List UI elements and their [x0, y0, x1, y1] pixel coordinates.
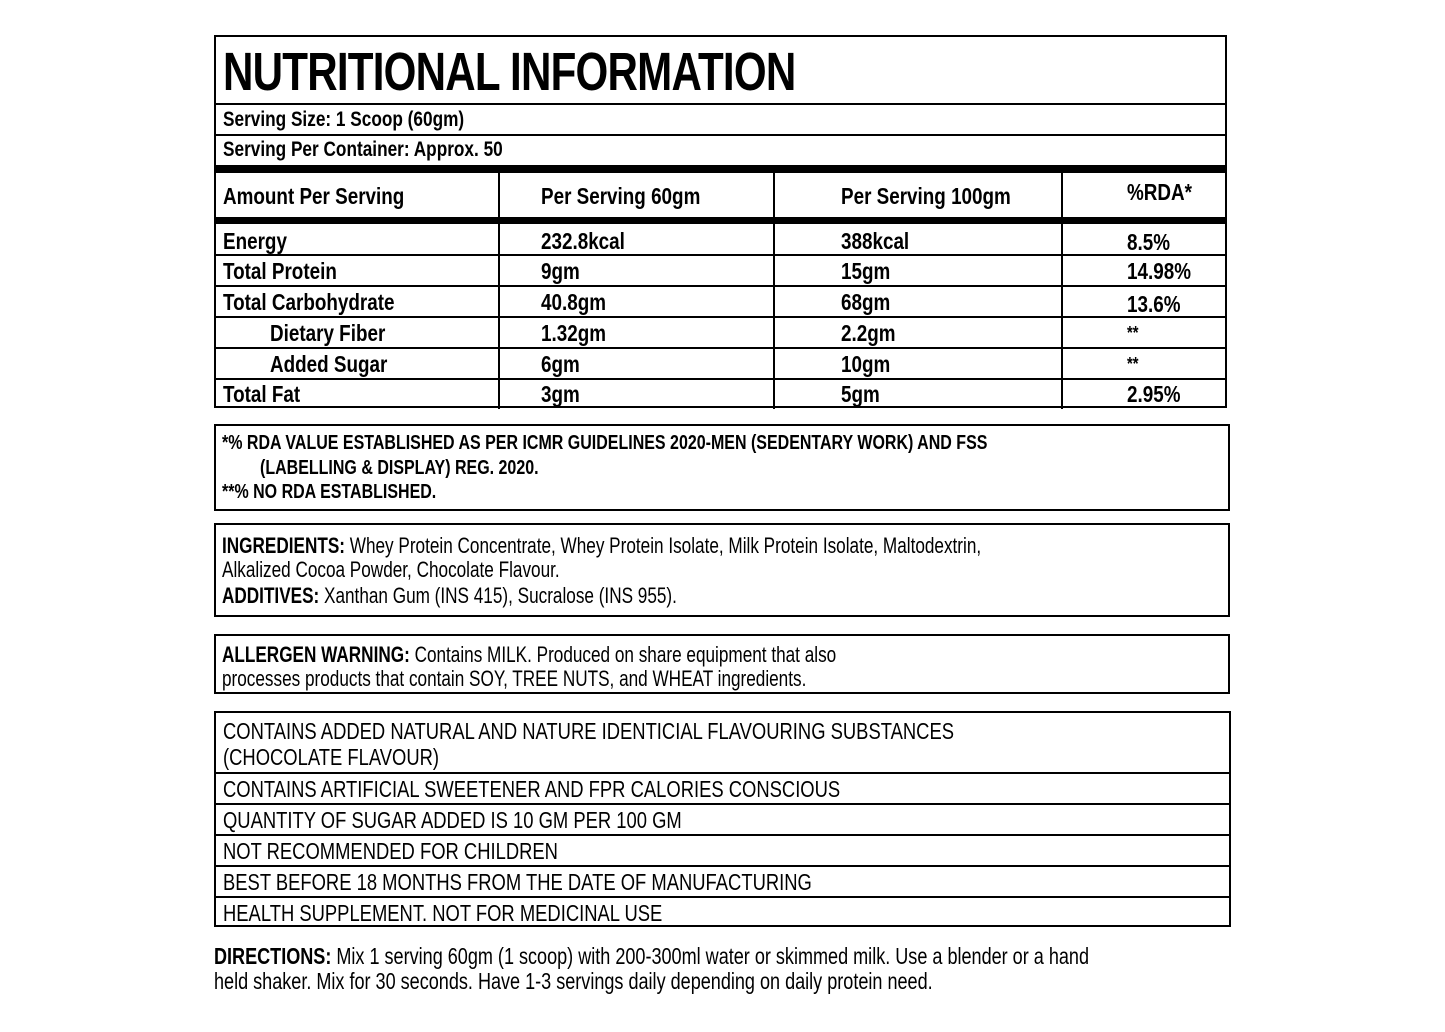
directions-label: DIRECTIONS:	[214, 943, 332, 969]
row-sugar-rda: **	[1127, 354, 1139, 374]
nutrition-table	[214, 35, 1227, 408]
ingredients-line1	[222, 533, 981, 559]
statement-health: HEALTH SUPPLEMENT. NOT FOR MEDICINAL USE	[223, 900, 663, 926]
col-line-1	[498, 173, 500, 409]
row-protein-100: 15gm	[841, 258, 891, 284]
header-100gm: Per Serving 100gm	[841, 183, 1011, 209]
rda-note-box	[214, 424, 1230, 511]
statement-best-before: BEST BEFORE 18 MONTHS FROM THE DATE OF MANUFACTURING	[223, 869, 812, 895]
allergen-label: ALLERGEN WARNING:	[222, 642, 410, 667]
statements-box	[214, 711, 1231, 927]
serving-per-container: Serving Per Container: Approx. 50	[223, 138, 503, 161]
row-energy-label: Energy	[223, 228, 287, 254]
statement-sugar: QUANTITY OF SUGAR ADDED IS 10 GM PER 100 GM	[223, 807, 682, 833]
allergen-text: Contains MILK. Produced on share equipment that also	[409, 642, 837, 667]
directions-line2: held shaker. Mix for 30 seconds. Have 1-3 servings daily depending on daily protein need.	[214, 968, 933, 994]
header-amount: Amount Per Serving	[223, 183, 405, 209]
row-line	[216, 254, 1225, 256]
divider-thick	[216, 165, 1225, 173]
statement-divider	[216, 803, 1229, 805]
allergen-box	[214, 634, 1230, 694]
serving-size-row	[216, 105, 1225, 136]
row-sugar-100: 10gm	[841, 351, 891, 377]
additives-line	[222, 583, 677, 609]
row-line	[216, 316, 1225, 318]
title-row	[216, 37, 1225, 105]
rda-note-line1: *% RDA VALUE ESTABLISHED AS PER ICMR GUIDELINES 2020-MEN (SEDENTARY WORK) AND FSS	[222, 432, 988, 454]
additives-text: Xanthan Gum (INS 415), Sucralose (INS 955).	[319, 583, 677, 608]
serving-size: Serving Size: 1 Scoop (60gm)	[223, 108, 465, 131]
header-60gm: Per Serving 60gm	[541, 183, 701, 209]
ingredients-box	[214, 523, 1230, 617]
row-sugar-60: 6gm	[541, 351, 580, 377]
row-fat-100: 5gm	[841, 381, 880, 407]
row-fat-rda: 2.95%	[1127, 381, 1181, 407]
row-fiber-rda: **	[1127, 323, 1139, 343]
row-line	[216, 347, 1225, 349]
row-fiber-100: 2.2gm	[841, 320, 896, 346]
statement-children: NOT RECOMMENDED FOR CHILDREN	[223, 838, 558, 864]
row-carb-60: 40.8gm	[541, 289, 606, 315]
row-line	[216, 378, 1225, 380]
allergen-line2: processes products that contain SOY, TREE NUTS, and WHEAT ingredients.	[222, 666, 807, 691]
row-sugar-label: Added Sugar	[270, 351, 388, 377]
row-line	[216, 285, 1225, 287]
row-protein-60: 9gm	[541, 258, 580, 284]
row-fiber-label: Dietary Fiber	[270, 320, 386, 346]
ingredients-text: Whey Protein Concentrate, Whey Protein Isolate, Milk Protein Isolate, Maltodextrin,	[344, 533, 982, 558]
row-protein-label: Total Protein	[223, 258, 337, 284]
statement-divider	[216, 865, 1229, 867]
statement-sweetener: CONTAINS ARTIFICIAL SWEETENER AND FPR CALORIES CONSCIOUS	[223, 776, 841, 802]
additives-label: ADDITIVES:	[222, 583, 320, 608]
ingredients-label: INGREDIENTS:	[222, 533, 345, 558]
row-carb-100: 68gm	[841, 289, 891, 315]
serving-per-container-row	[216, 136, 1225, 167]
row-fat-60: 3gm	[541, 381, 580, 407]
table-header	[216, 175, 1225, 220]
statement-flavouring-2: (CHOCOLATE FLAVOUR)	[223, 744, 440, 770]
statement-divider	[216, 834, 1229, 836]
row-fiber-60: 1.32gm	[541, 320, 606, 346]
rda-note-line2: (LABELLING & DISPLAY) REG. 2020.	[260, 457, 539, 479]
ingredients-line2: Alkalized Cocoa Powder, Chocolate Flavour.	[222, 557, 560, 582]
col-line-3	[1061, 173, 1063, 409]
row-protein-rda: 14.98%	[1127, 258, 1191, 284]
statement-divider	[216, 896, 1229, 898]
row-energy-60: 232.8kcal	[541, 228, 625, 254]
row-carb-rda: 13.6%	[1127, 291, 1181, 317]
col-line-2	[773, 173, 775, 409]
directions-text: Mix 1 serving 60gm (1 scoop) with 200-300ml water or skimmed milk. Use a blender or a hand	[331, 943, 1089, 969]
row-fat-label: Total Fat	[223, 381, 301, 407]
allergen-line1	[222, 642, 836, 668]
row-energy-100: 388kcal	[841, 228, 910, 254]
row-carb-label: Total Carbohydrate	[223, 289, 395, 315]
statement-flavouring: CONTAINS ADDED NATURAL AND NATURE IDENTICIAL FLAVOURING SUBSTANCES	[223, 718, 954, 744]
rda-note-line3: **% NO RDA ESTABLISHED.	[222, 481, 437, 503]
directions-line1	[214, 943, 1089, 970]
divider-thick-2	[216, 217, 1225, 224]
header-rda: %RDA*	[1127, 179, 1192, 205]
row-energy-rda: 8.5%	[1127, 229, 1170, 255]
page-title: NUTRITIONAL INFORMATION	[223, 42, 796, 102]
statement-divider	[216, 772, 1229, 774]
